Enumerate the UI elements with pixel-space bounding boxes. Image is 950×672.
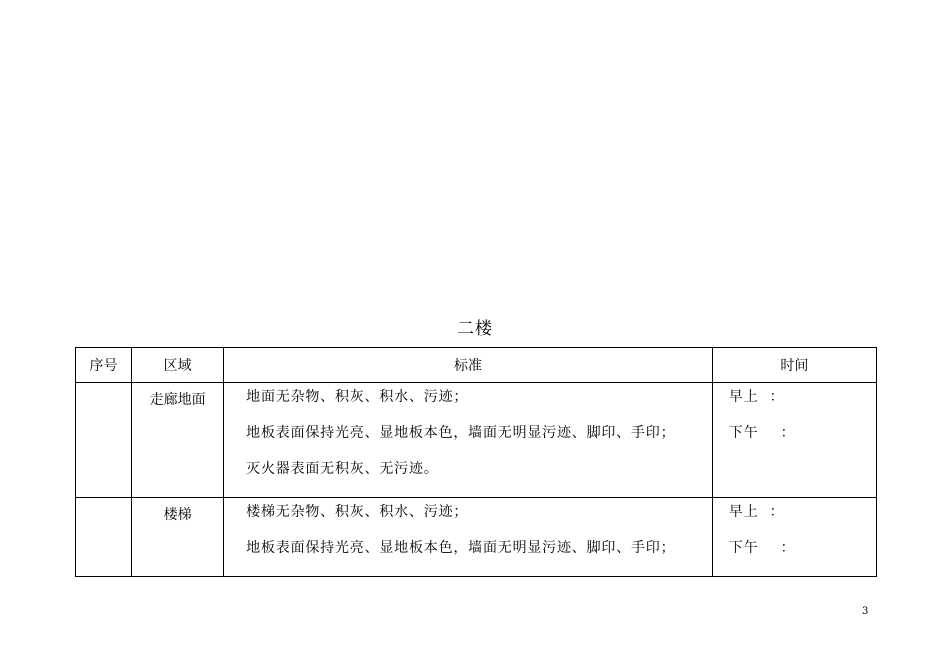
time-afternoon: 下午 ： <box>728 540 796 556</box>
row-standard-cell <box>224 498 713 577</box>
standard-line: 地板表面保持光亮、显地板本色，墙面无明显污迹、脚印、手印； <box>246 425 676 441</box>
standard-line: 地板表面保持光亮、显地板本色，墙面无明显污迹、脚印、手印； <box>246 540 676 556</box>
table-row <box>76 383 877 498</box>
standard-line: 楼梯无杂物、积灰、积水、污迹； <box>246 504 469 520</box>
header-area: 区域 <box>132 348 224 383</box>
time-afternoon: 下午 ： <box>728 425 796 441</box>
row-time-cell <box>712 383 876 498</box>
standard-line: 地面无杂物、积灰、积水、污迹； <box>246 389 469 405</box>
header-no: 序号 <box>76 348 132 383</box>
table-header-row <box>76 348 877 383</box>
time-morning: 早上 ： <box>728 504 785 520</box>
header-time: 时间 <box>712 348 876 383</box>
page-number: 3 <box>862 606 869 617</box>
row-time-cell <box>712 498 876 577</box>
header-standard: 标准 <box>224 348 713 383</box>
row-area-cell: 楼梯 <box>132 498 224 577</box>
section-title: 二楼 <box>457 319 493 339</box>
row-area-cell: 走廊地面 <box>132 383 224 498</box>
row-no-cell <box>76 383 132 498</box>
table-row <box>76 498 877 577</box>
standard-line: 灭火器表面无积灰、无污迹。 <box>246 461 439 477</box>
row-no-cell <box>76 498 132 577</box>
time-morning: 早上 ： <box>728 389 785 405</box>
row-standard-cell <box>224 383 713 498</box>
cleaning-standards-table <box>75 347 877 577</box>
